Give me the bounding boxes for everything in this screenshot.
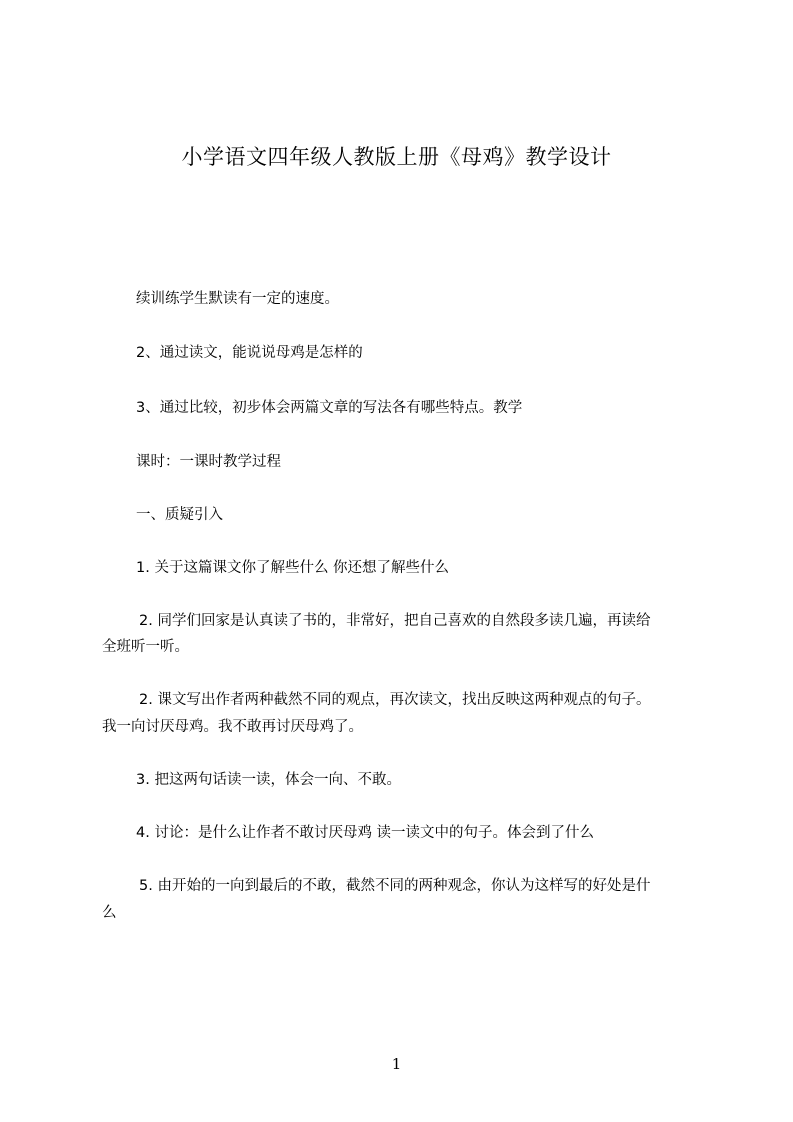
paragraph-text: 1. 关于这篇课文你了解些什么 你还想了解些什么 [136,560,450,576]
paragraph-line-1: 5. 由开始的一向到最后的不敢，截然不同的两种观念，你认为这样写的好处是什 [139,878,651,894]
section-heading-text: 一、质疑引入 [136,507,223,523]
paragraph-line-2: 我一向讨厌母鸡。我不敢再讨厌母鸡了。 [102,719,363,735]
paragraph-text: 3. 把这两句话读一读，体会一向、不敢。 [136,772,401,788]
paragraph-text: 续训练学生默读有一定的速度。 [136,291,339,307]
paragraph-text: 课时：一课时教学过程 [136,454,281,470]
page-number: 1 [391,1055,402,1073]
paragraph-text: 3、通过比较，初步体会两篇文章的写法各有哪些特点。教学 [136,400,523,416]
paragraph-line-2: 么 [102,905,117,921]
paragraph-line-1: 2. 课文写出作者两种截然不同的观点，再次读文，找出反映这两种观点的句子。 [139,692,651,708]
paragraph-line-1: 2. 同学们回家是认真读了书的，非常好，把自己喜欢的自然段多读几遍，再读给 [139,613,651,629]
paragraph-text: 4. 讨论：是什么让作者不敢讨厌母鸡 读一读文中的句子。体会到了什么 [136,825,595,841]
paragraph-text: 2、通过读文，能说说母鸡是怎样的 [136,345,363,361]
document-title: 小学语文四年级人教版上册《母鸡》教学设计 [181,145,612,169]
paragraph-line-2: 全班听一听。 [102,639,189,655]
